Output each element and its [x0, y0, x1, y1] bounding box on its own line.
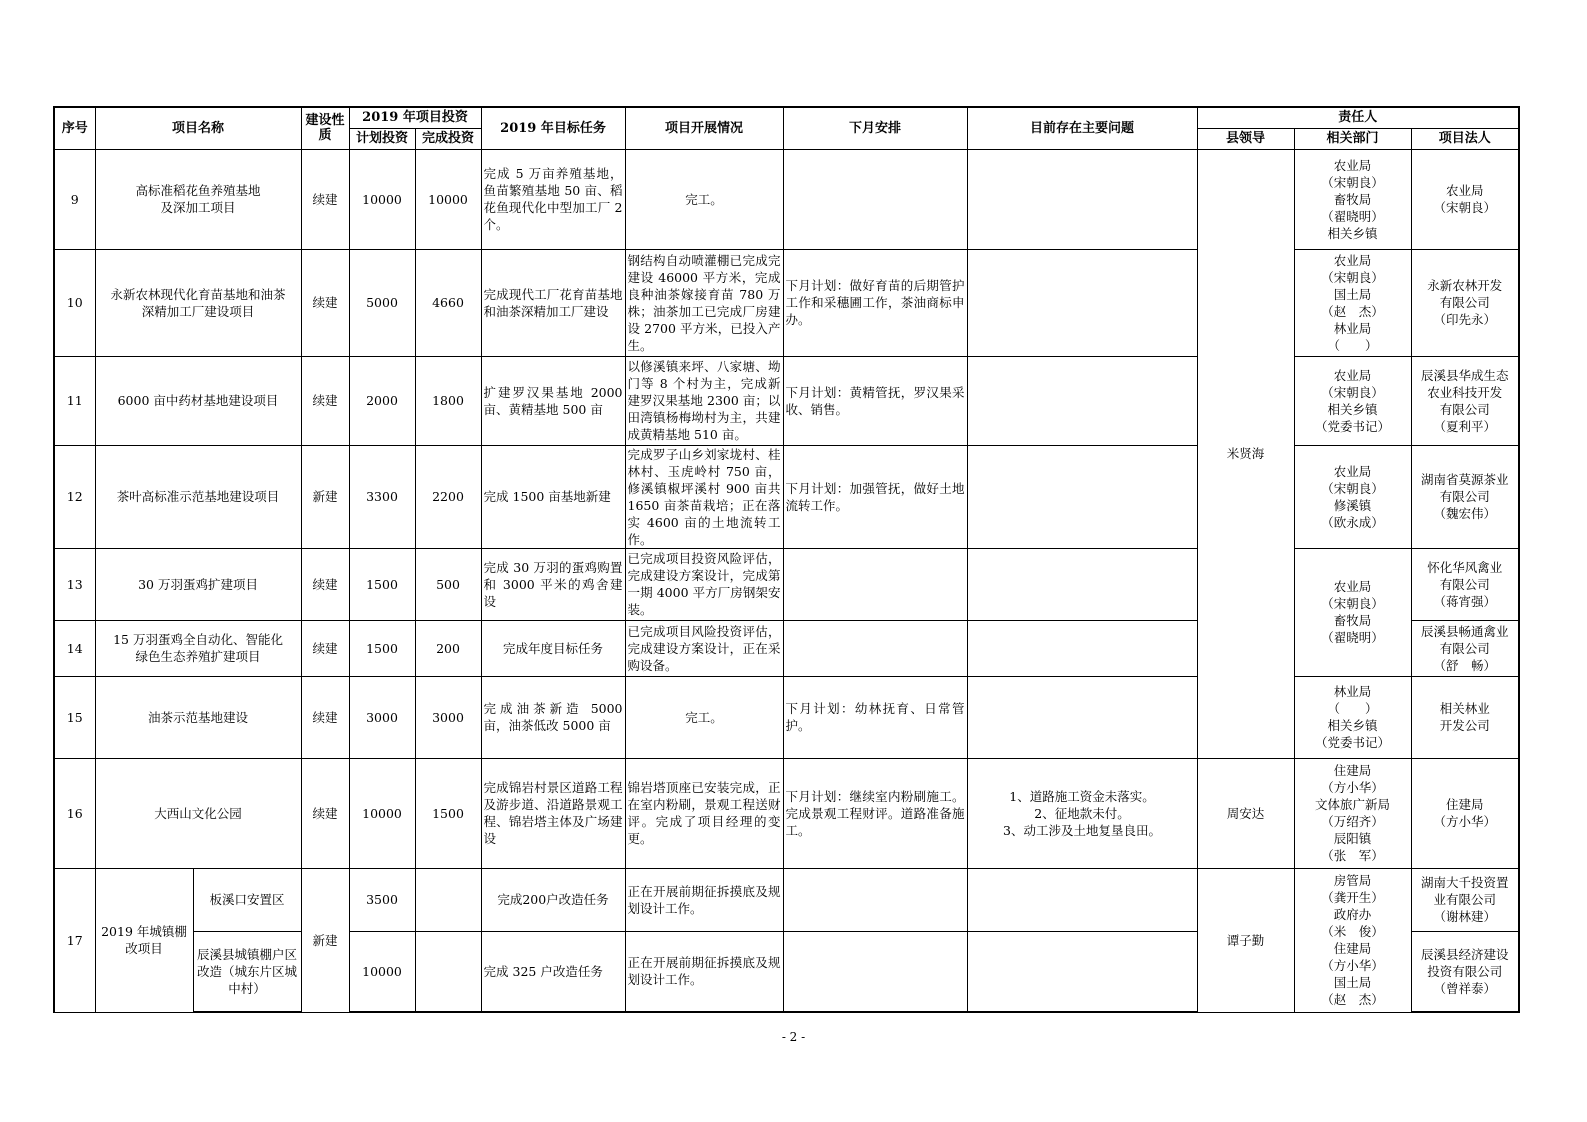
target-task: 完成年度目标任务 [481, 620, 625, 676]
row-seq: 15 [54, 676, 95, 758]
main-issues [967, 249, 1197, 356]
main-issues [967, 931, 1197, 1012]
project-name: 大西山文化公园 [95, 758, 301, 868]
main-issues [967, 620, 1197, 676]
col-plan-investment: 计划投资 [349, 128, 415, 149]
completed-investment [415, 931, 481, 1012]
related-department: 农业局 （宋朝良） 国土局 （赵 杰） 林业局 （ ） [1294, 249, 1411, 356]
target-task: 完成200户改造任务 [481, 868, 625, 931]
target-task: 完成 30 万羽的蛋鸡购置和 3000 平米的鸡舍建设 [481, 548, 625, 620]
col-investment-group: 2019 年项目投资 [349, 107, 481, 128]
plan-investment: 3000 [349, 676, 415, 758]
table-row [54, 868, 1519, 931]
next-month-plan: 下月计划：加强管抚，做好土地流转工作。 [783, 445, 967, 548]
plan-investment: 10000 [349, 758, 415, 868]
project-name: 茶叶高标准示范基地建设项目 [95, 445, 301, 548]
progress-status: 以修溪镇来坪、八家塘、坳门等 8 个村为主，完成新建罗汉果基地 2300 亩；以田湾镇杨梅坳村为主，共建成黄精基地 510 亩。 [625, 356, 783, 445]
legal-person: 湖南省莫源茶业 有限公司 （魏宏伟） [1411, 445, 1519, 548]
col-completed-investment: 完成投资 [415, 128, 481, 149]
county-leader: 周安达 [1197, 758, 1294, 868]
next-month-plan: 下月计划：继续室内粉刷施工。完成景观工程财评。道路准备施工。 [783, 758, 967, 868]
legal-person: 住建局 （方小华） [1411, 758, 1519, 868]
legal-person: 辰溪县畅通禽业 有限公司 （舒 畅） [1411, 620, 1519, 676]
build-nature: 续建 [301, 149, 349, 249]
related-department: 农业局 （宋朝良） 相关乡镇 （党委书记） [1294, 356, 1411, 445]
target-task: 完成油茶新造 5000 亩，油茶低改 5000 亩 [481, 676, 625, 758]
plan-investment: 2000 [349, 356, 415, 445]
row-seq: 10 [54, 249, 95, 356]
progress-status: 已完成项目投资风险评估，完成建设方案设计，完成第一期 4000 平方厂房钢架安装。 [625, 548, 783, 620]
plan-investment: 1500 [349, 620, 415, 676]
main-issues [967, 445, 1197, 548]
completed-investment: 3000 [415, 676, 481, 758]
legal-person: 湖南大千投资置 业有限公司 （谢林建） [1411, 868, 1519, 931]
main-issues [967, 356, 1197, 445]
table-row [54, 548, 1519, 620]
table-row [54, 445, 1519, 548]
sub-project-name: 板溪口安置区 [193, 868, 301, 931]
next-month-plan [783, 620, 967, 676]
col-progress: 项目开展情况 [625, 107, 783, 149]
project-name: 2019 年城镇棚 改项目 [95, 868, 193, 1012]
completed-investment: 2200 [415, 445, 481, 548]
completed-investment: 500 [415, 548, 481, 620]
project-progress-table [53, 106, 1520, 1013]
completed-investment: 1800 [415, 356, 481, 445]
main-issues [967, 868, 1197, 931]
related-department: 林业局 （ ） 相关乡镇 （党委书记） [1294, 676, 1411, 758]
row-seq: 17 [54, 868, 95, 1012]
row-seq: 12 [54, 445, 95, 548]
table-row [54, 249, 1519, 356]
plan-investment: 1500 [349, 548, 415, 620]
legal-person: 怀化华风禽业 有限公司 （蒋宵强） [1411, 548, 1519, 620]
sub-project-name: 辰溪县城镇棚户区 改造（城东片区城 中村） [193, 931, 301, 1012]
legal-person: 相关林业 开发公司 [1411, 676, 1519, 758]
col-target: 2019 年目标任务 [481, 107, 625, 149]
col-department: 相关部门 [1294, 128, 1411, 149]
main-issues: 1、道路施工资金未落实。 2、征地款未付。 3、动工涉及土地复垦良田。 [967, 758, 1197, 868]
next-month-plan [783, 931, 967, 1012]
plan-investment: 5000 [349, 249, 415, 356]
target-task: 完成 325 户改造任务 [481, 931, 625, 1012]
progress-status: 钢结构自动喷灌棚已完成完建设 46000 平方米，完成良种油茶嫁接育苗 780 万株；油茶加工已完成厂房建设 2700 平方米，已投入产生。 [625, 249, 783, 356]
county-leader: 谭子勤 [1197, 868, 1294, 1012]
progress-status: 锦岩塔顶座已安装完成，正在室内粉刷，景观工程送财评。完成了项目经理的变更。 [625, 758, 783, 868]
table-row [54, 149, 1519, 249]
col-responsible-group: 责任人 [1197, 107, 1519, 128]
col-legal-person: 项目法人 [1411, 128, 1519, 149]
legal-person: 辰溪县华成生态 农业科技开发 有限公司 （夏利平） [1411, 356, 1519, 445]
project-name: 15 万羽蛋鸡全自动化、智能化 绿色生态养殖扩建项目 [95, 620, 301, 676]
related-department: 农业局 （宋朝良） 修溪镇 （欧永成） [1294, 445, 1411, 548]
col-issues: 目前存在主要问题 [967, 107, 1197, 149]
target-task: 完成锦岩村景区道路工程及游步道、沿道路景观工程、锦岩塔主体及广场建设 [481, 758, 625, 868]
col-next-month: 下月安排 [783, 107, 967, 149]
progress-status: 完工。 [625, 676, 783, 758]
plan-investment: 10000 [349, 931, 415, 1012]
table-row [54, 676, 1519, 758]
build-nature: 续建 [301, 548, 349, 620]
progress-status: 完成罗子山乡刘家垅村、桂林村、玉虎岭村 750 亩，修溪镇椒坪溪村 900 亩共 1650 亩茶苗栽培；正在落实 4600 亩的土地流转工作。 [625, 445, 783, 548]
related-department: 住建局 （方小华） 文体旅广新局 （万绍齐） 辰阳镇 （张 军） [1294, 758, 1411, 868]
related-department: 农业局 （宋朝良） 畜牧局 （翟晓明） 相关乡镇 [1294, 149, 1411, 249]
next-month-plan [783, 149, 967, 249]
row-seq: 9 [54, 149, 95, 249]
next-month-plan: 下月计划：黄精管抚，罗汉果采收、销售。 [783, 356, 967, 445]
target-task: 扩建罗汉果基地 2000 亩、黄精基地 500 亩 [481, 356, 625, 445]
next-month-plan: 下月计划：做好育苗的后期管护工作和采穗圃工作，茶油商标申办。 [783, 249, 967, 356]
row-seq: 14 [54, 620, 95, 676]
plan-investment: 3300 [349, 445, 415, 548]
next-month-plan [783, 868, 967, 931]
legal-person: 辰溪县经济建设 投资有限公司 （曾祥泰） [1411, 931, 1519, 1012]
related-department: 农业局 （宋朝良） 畜牧局 （翟晓明） [1294, 548, 1411, 676]
completed-investment: 200 [415, 620, 481, 676]
county-leader: 米贤海 [1197, 149, 1294, 758]
target-task: 完成现代工厂花育苗基地和油茶深精加工厂建设 [481, 249, 625, 356]
col-county-leader: 县领导 [1197, 128, 1294, 149]
row-seq: 16 [54, 758, 95, 868]
col-nature: 建设性质 [301, 107, 349, 149]
plan-investment: 10000 [349, 149, 415, 249]
main-issues [967, 149, 1197, 249]
table-row [54, 758, 1519, 868]
target-task: 完成 5 万亩养殖基地，鱼苗繁殖基地 50 亩、稻花鱼现代化中型加工厂 2 个。 [481, 149, 625, 249]
build-nature: 续建 [301, 249, 349, 356]
related-department: 房管局 （龚开生） 政府办 （米 俊） 住建局 （方小华） 国土局 （赵 杰） [1294, 868, 1411, 1012]
build-nature: 续建 [301, 620, 349, 676]
progress-status: 已完成项目风险投资评估，完成建设方案设计，正在采购设备。 [625, 620, 783, 676]
completed-investment [415, 868, 481, 931]
progress-status: 正在开展前期征拆摸底及规划设计工作。 [625, 931, 783, 1012]
project-name: 6000 亩中药材基地建设项目 [95, 356, 301, 445]
project-name: 30 万羽蛋鸡扩建项目 [95, 548, 301, 620]
next-month-plan [783, 548, 967, 620]
table-row [54, 356, 1519, 445]
completed-investment: 4660 [415, 249, 481, 356]
project-name: 永新农林现代化育苗基地和油茶 深精加工厂建设项目 [95, 249, 301, 356]
row-seq: 11 [54, 356, 95, 445]
progress-status: 完工。 [625, 149, 783, 249]
progress-status: 正在开展前期征拆摸底及规划设计工作。 [625, 868, 783, 931]
build-nature: 续建 [301, 758, 349, 868]
legal-person: 农业局 （宋朝良） [1411, 149, 1519, 249]
next-month-plan: 下月计划：幼林抚育、日常管护。 [783, 676, 967, 758]
project-name: 高标准稻花鱼养殖基地 及深加工项目 [95, 149, 301, 249]
build-nature: 续建 [301, 356, 349, 445]
main-issues [967, 676, 1197, 758]
plan-investment: 3500 [349, 868, 415, 931]
completed-investment: 1500 [415, 758, 481, 868]
build-nature: 新建 [301, 868, 349, 1012]
legal-person: 永新农林开发 有限公司 （印先永） [1411, 249, 1519, 356]
project-name: 油茶示范基地建设 [95, 676, 301, 758]
page-number: - 2 - [781, 1030, 806, 1044]
col-seq: 序号 [54, 107, 95, 149]
completed-investment: 10000 [415, 149, 481, 249]
col-project-name: 项目名称 [95, 107, 301, 149]
row-seq: 13 [54, 548, 95, 620]
build-nature: 续建 [301, 676, 349, 758]
target-task: 完成 1500 亩基地新建 [481, 445, 625, 548]
main-issues [967, 548, 1197, 620]
build-nature: 新建 [301, 445, 349, 548]
